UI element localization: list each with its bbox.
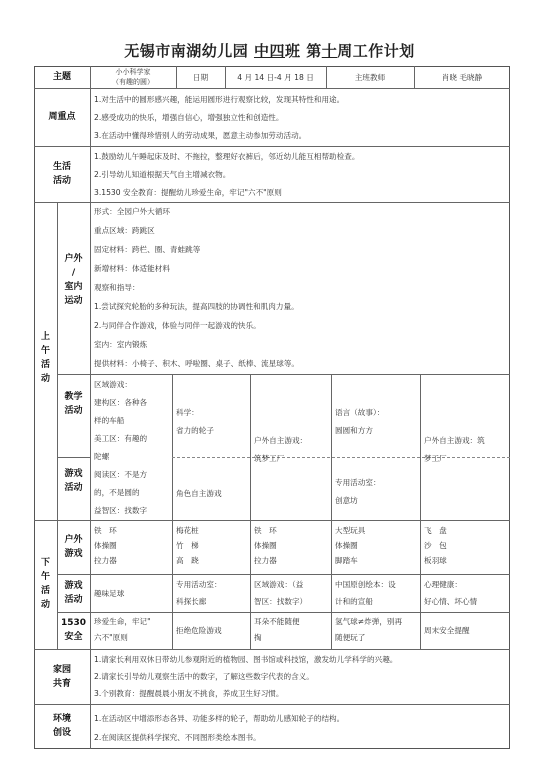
home-label: 家园 共育 bbox=[52, 665, 71, 689]
game-thu: 专用活动室： 创意坊 bbox=[335, 478, 381, 505]
env-label: 环境 创设 bbox=[52, 714, 71, 738]
morning-label: 上 午 活 动 bbox=[40, 332, 50, 384]
safety-tue: 拒绝危险游戏 bbox=[176, 626, 222, 635]
safety-label: 1530 安全 bbox=[60, 618, 87, 642]
safety-wed: 耳朵不能随便 掏 bbox=[254, 617, 300, 642]
env-item-2: 2.在阅读区提供科学探究、不同图形类绘本图书。 bbox=[94, 733, 261, 742]
teaching-label: 教学 活动 bbox=[64, 392, 83, 416]
afternoon-outdoor-thu: 大型玩具 体操圈 脚踏车 bbox=[335, 526, 366, 565]
page-title: 无锡市南湖幼儿园 中四班 第十周工作计划 bbox=[124, 42, 415, 60]
afternoon-label: 下 午 活 动 bbox=[40, 558, 50, 610]
teacher-value: 肖晓 毛晓静 bbox=[441, 73, 483, 82]
life-item-3: 3.1530 安全教育：提醒幼儿珍爱生命，牢记"六不"原则 bbox=[94, 188, 282, 197]
week-focus-item-1: 1.对生活中的圆形感兴趣，能运用圆形进行观察比较，发现其特性和用途。 bbox=[94, 95, 345, 104]
home-item-3: 3.个别教育：提醒晨晨小朋友不挑食，养成卫生好习惯。 bbox=[94, 689, 284, 698]
teaching-thu: 语言（故事）： 圆圆和方方 bbox=[335, 408, 385, 435]
env-item-1: 1.在活动区中增添形态各异、功能多样的轮子，帮助幼儿感知轮子的结构。 bbox=[94, 714, 345, 723]
area-game-cell: 区域游戏： 建构区：各种各 样的车船 美工区：有趣的 陀螺 阅读区：不是方 的，不是圆的 益智区：找数字 bbox=[94, 380, 148, 515]
life-label: 生活 活动 bbox=[52, 162, 71, 186]
afternoon-game-fri: 心理健康： 好心情、坏心情 bbox=[424, 580, 478, 606]
theme-label: 主题 bbox=[52, 72, 71, 82]
game-label: 游戏 活动 bbox=[64, 469, 83, 493]
home-item-1: 1.请家长利用双休日带幼儿参观附近的植物园、图书馆或科技馆，激发幼儿学科学的兴趣。 bbox=[94, 655, 398, 664]
theme-value: 小小科学家 （有趣的圆） bbox=[112, 68, 154, 86]
teaching-tue: 科学： 省力的轮子 bbox=[176, 408, 214, 435]
outdoor-label: 户外 / 室内 运动 bbox=[64, 254, 83, 306]
home-item-2: 2.请家长引导幼儿观察生活中的数字，了解这些数字代表的含义。 bbox=[94, 672, 314, 681]
week-focus-item-3: 3.在活动中懂得珍惜别人的劳动成果，愿意主动参加劳动活动。 bbox=[94, 131, 307, 140]
safety-fri: 周末安全提醒 bbox=[424, 626, 470, 635]
week-focus-label: 周重点 bbox=[48, 112, 76, 122]
safety-thu: 氢气球≠炸弹，别再 随便玩了 bbox=[335, 617, 403, 642]
teacher-label: 主班教师 bbox=[354, 73, 386, 82]
afternoon-outdoor-mon: 铁 环 体操圈 拉力器 bbox=[94, 526, 117, 565]
afternoon-outdoor-wed: 铁 环 体操圈 拉力器 bbox=[254, 526, 277, 565]
afternoon-game-mon: 趣味足球 bbox=[94, 589, 125, 598]
safety-mon: 珍爱生命，牢记" 六不"原则 bbox=[94, 617, 151, 642]
teaching-fri: 户外自主游戏：筑 梦工厂 bbox=[424, 436, 485, 463]
afternoon-game-label: 游戏 活动 bbox=[64, 581, 83, 605]
afternoon-outdoor-label: 户外 游戏 bbox=[64, 535, 83, 559]
game-tue: 角色自主游戏 bbox=[176, 489, 222, 498]
date-label: 日期 bbox=[192, 73, 209, 82]
afternoon-game-tue: 专用活动室： 科探长廊 bbox=[176, 580, 222, 606]
week-focus-item-2: 2.感受成功的快乐，增强自信心，增强独立性和创造性。 bbox=[94, 113, 284, 122]
afternoon-game-thu: 中国原创绘本：设 计和的宣船 bbox=[335, 580, 396, 606]
teaching-wed: 户外自主游戏： 筑梦工厂 bbox=[254, 436, 308, 463]
life-item-1: 1.鼓励幼儿午睡起床及时、不拖拉，整理好衣裤后，邻近幼儿能互相帮助检查。 bbox=[94, 152, 360, 161]
outdoor-content: 形式：全园户外大循环 重点区域：跨跳区 固定材料：跨栏、圈、青蛙跳等 新增材料：体适能材料 观察和指导： 1.尝试探究轮胎的多种玩法，提高四肢的协调性和肌肉力量。 2.与同伴合作游戏，体验与同伴一起游戏的快乐。 室内：室内锻炼 提供材料：小椅子、积木、呼啦圈、桌子、纸棒、流星球等。 bbox=[94, 207, 300, 368]
life-item-2: 2.引导幼儿知道根据天气自主增减衣物。 bbox=[94, 170, 231, 179]
afternoon-outdoor-fri: 飞 盘 沙 包 板羽球 bbox=[424, 526, 447, 565]
afternoon-game-wed: 区域游戏：（益 智区：找数字） bbox=[254, 580, 308, 606]
afternoon-outdoor-tue: 梅花桩 竹 梯 高 跷 bbox=[176, 526, 199, 565]
date-value: 4 月 14 日-4 月 18 日 bbox=[237, 73, 314, 82]
